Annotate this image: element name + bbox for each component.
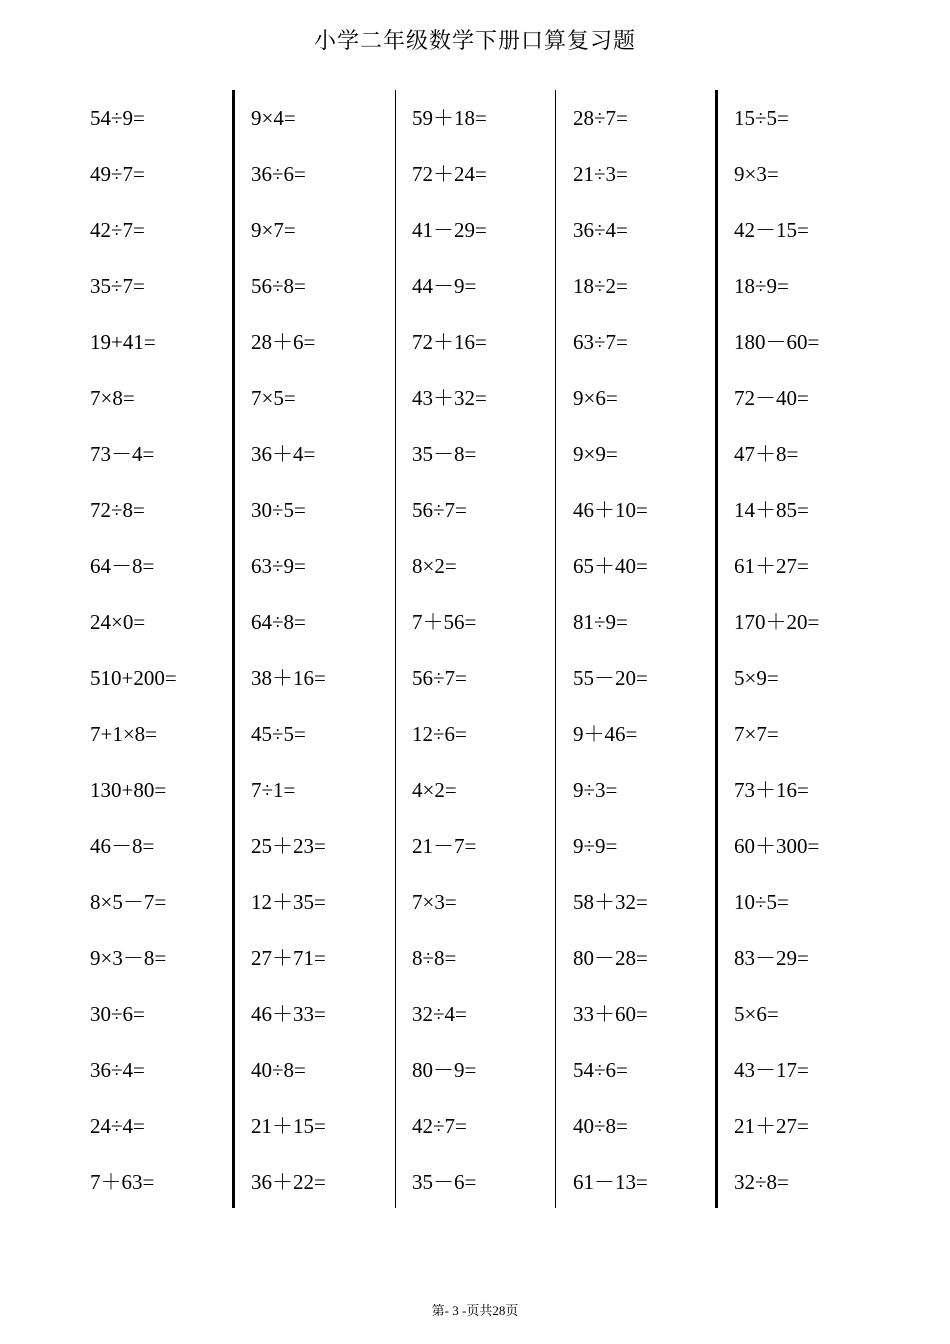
exercise-item: 40÷8= — [573, 1114, 628, 1138]
exercise-item: 8÷8= — [412, 946, 457, 970]
exercise-item: 72－40= — [734, 386, 809, 410]
exercise-item: 9×3= — [734, 162, 779, 186]
exercise-item: 42÷7= — [90, 218, 145, 242]
exercise-item: 36÷4= — [573, 218, 628, 242]
exercise-item: 40÷8= — [251, 1058, 306, 1082]
exercise-item: 55－20= — [573, 666, 648, 690]
exercise-item: 7×7= — [734, 722, 779, 746]
exercise-item: 36＋22= — [251, 1170, 326, 1194]
column-divider-2 — [395, 90, 396, 1208]
exercise-item: 21÷3= — [573, 162, 628, 186]
exercise-item: 7×3= — [412, 890, 457, 914]
exercise-item: 61－13= — [573, 1170, 648, 1194]
exercise-item: 24×0= — [90, 610, 146, 634]
exercise-item: 42÷7= — [412, 1114, 467, 1138]
exercise-item: 15÷5= — [734, 106, 789, 130]
exercise-item: 5×9= — [734, 666, 779, 690]
exercise-column-4 — [558, 90, 719, 1208]
exercise-item: 73－4= — [90, 442, 155, 466]
exercise-column-2 — [236, 90, 397, 1208]
exercise-item: 36＋4= — [251, 442, 316, 466]
exercise-item: 8×5－7= — [90, 890, 167, 914]
exercise-item: 18÷2= — [573, 274, 628, 298]
exercise-column-1 — [75, 90, 236, 1208]
exercise-item: 25＋23= — [251, 834, 326, 858]
exercise-item: 72÷8= — [90, 498, 145, 522]
exercise-item: 54÷6= — [573, 1058, 628, 1082]
exercise-item: 35－6= — [412, 1170, 477, 1194]
exercise-item: 9×3－8= — [90, 946, 167, 970]
exercise-item: 21＋27= — [734, 1114, 809, 1138]
exercise-item: 65＋40= — [573, 554, 648, 578]
exercise-item: 9×4= — [251, 106, 296, 130]
exercise-item: 36÷6= — [251, 162, 306, 186]
exercise-item: 54÷9= — [90, 106, 145, 130]
exercise-item: 7×5= — [251, 386, 296, 410]
exercise-item: 10÷5= — [734, 890, 789, 914]
exercise-item: 9×7= — [251, 218, 296, 242]
exercise-item: 21＋15= — [251, 1114, 326, 1138]
exercise-item: 41－29= — [412, 218, 487, 242]
column-divider-4 — [715, 90, 718, 1208]
exercise-item: 56÷7= — [412, 498, 467, 522]
column-divider-3 — [555, 90, 556, 1208]
exercise-item: 24÷4= — [90, 1114, 145, 1138]
exercise-item: 7＋56= — [412, 610, 477, 634]
exercise-item: 7÷1= — [251, 778, 296, 802]
column-divider-1 — [232, 90, 235, 1208]
exercise-column-5 — [719, 90, 880, 1208]
exercise-item: 170＋20= — [734, 610, 820, 634]
exercise-item: 43－17= — [734, 1058, 809, 1082]
exercise-item: 28÷7= — [573, 106, 628, 130]
exercise-item: 63÷9= — [251, 554, 306, 578]
exercise-item: 27＋71= — [251, 946, 326, 970]
exercise-item: 12÷6= — [412, 722, 467, 746]
exercise-item: 7＋63= — [90, 1170, 155, 1194]
page-footer: 第- 3 -页共28页 — [431, 1303, 519, 1318]
exercise-item: 49÷7= — [90, 162, 145, 186]
exercise-item: 72＋16= — [412, 330, 487, 354]
exercise-item: 63÷7= — [573, 330, 628, 354]
exercise-item: 30÷6= — [90, 1002, 145, 1026]
exercise-item: 61＋27= — [734, 554, 809, 578]
exercise-item: 73＋16= — [734, 778, 809, 802]
exercise-item: 7+1×8= — [90, 722, 158, 746]
exercise-item: 47＋8= — [734, 442, 799, 466]
exercise-item: 28＋6= — [251, 330, 316, 354]
exercise-item: 510+200= — [90, 666, 177, 690]
exercise-item: 4×2= — [412, 778, 457, 802]
exercise-item: 32÷4= — [412, 1002, 467, 1026]
exercise-item: 14＋85= — [734, 498, 809, 522]
exercise-item: 9×9= — [573, 442, 618, 466]
exercise-item: 64－8= — [90, 554, 155, 578]
exercise-item: 46＋33= — [251, 1002, 326, 1026]
exercise-item: 83－29= — [734, 946, 809, 970]
exercise-item: 72＋24= — [412, 162, 487, 186]
exercise-item: 9÷9= — [573, 834, 618, 858]
exercise-item: 42－15= — [734, 218, 809, 242]
exercise-item: 9＋46= — [573, 722, 638, 746]
exercise-item: 9×6= — [573, 386, 618, 410]
exercise-item: 32÷8= — [734, 1170, 789, 1194]
exercise-item: 46－8= — [90, 834, 155, 858]
exercise-item: 35－8= — [412, 442, 477, 466]
exercise-item: 30÷5= — [251, 498, 306, 522]
exercise-item: 38＋16= — [251, 666, 326, 690]
exercise-item: 56÷8= — [251, 274, 306, 298]
exercise-item: 80－9= — [412, 1058, 477, 1082]
page-title: 小学二年级数学下册口算复习题 — [313, 28, 636, 53]
exercise-item: 46＋10= — [573, 498, 648, 522]
exercise-item: 59＋18= — [412, 106, 487, 130]
exercise-item: 35÷7= — [90, 274, 145, 298]
exercise-grid — [75, 90, 880, 1208]
exercise-item: 43＋32= — [412, 386, 487, 410]
exercise-item: 18÷9= — [734, 274, 789, 298]
exercise-item: 60＋300= — [734, 834, 820, 858]
exercise-item: 56÷7= — [412, 666, 467, 690]
exercise-item: 130+80= — [90, 778, 167, 802]
exercise-item: 180－60= — [734, 330, 820, 354]
exercise-item: 33＋60= — [573, 1002, 648, 1026]
exercise-item: 81÷9= — [573, 610, 628, 634]
exercise-column-3 — [397, 90, 558, 1208]
exercise-item: 7×8= — [90, 386, 135, 410]
exercise-item: 21－7= — [412, 834, 477, 858]
exercise-item: 9÷3= — [573, 778, 618, 802]
exercise-item: 44－9= — [412, 274, 477, 298]
exercise-item: 12＋35= — [251, 890, 326, 914]
exercise-item: 58＋32= — [573, 890, 648, 914]
exercise-item: 36÷4= — [90, 1058, 145, 1082]
exercise-item: 19+41= — [90, 330, 156, 354]
exercise-item: 5×6= — [734, 1002, 779, 1026]
exercise-item: 80－28= — [573, 946, 648, 970]
exercise-item: 45÷5= — [251, 722, 306, 746]
exercise-item: 8×2= — [412, 554, 457, 578]
exercise-item: 64÷8= — [251, 610, 306, 634]
